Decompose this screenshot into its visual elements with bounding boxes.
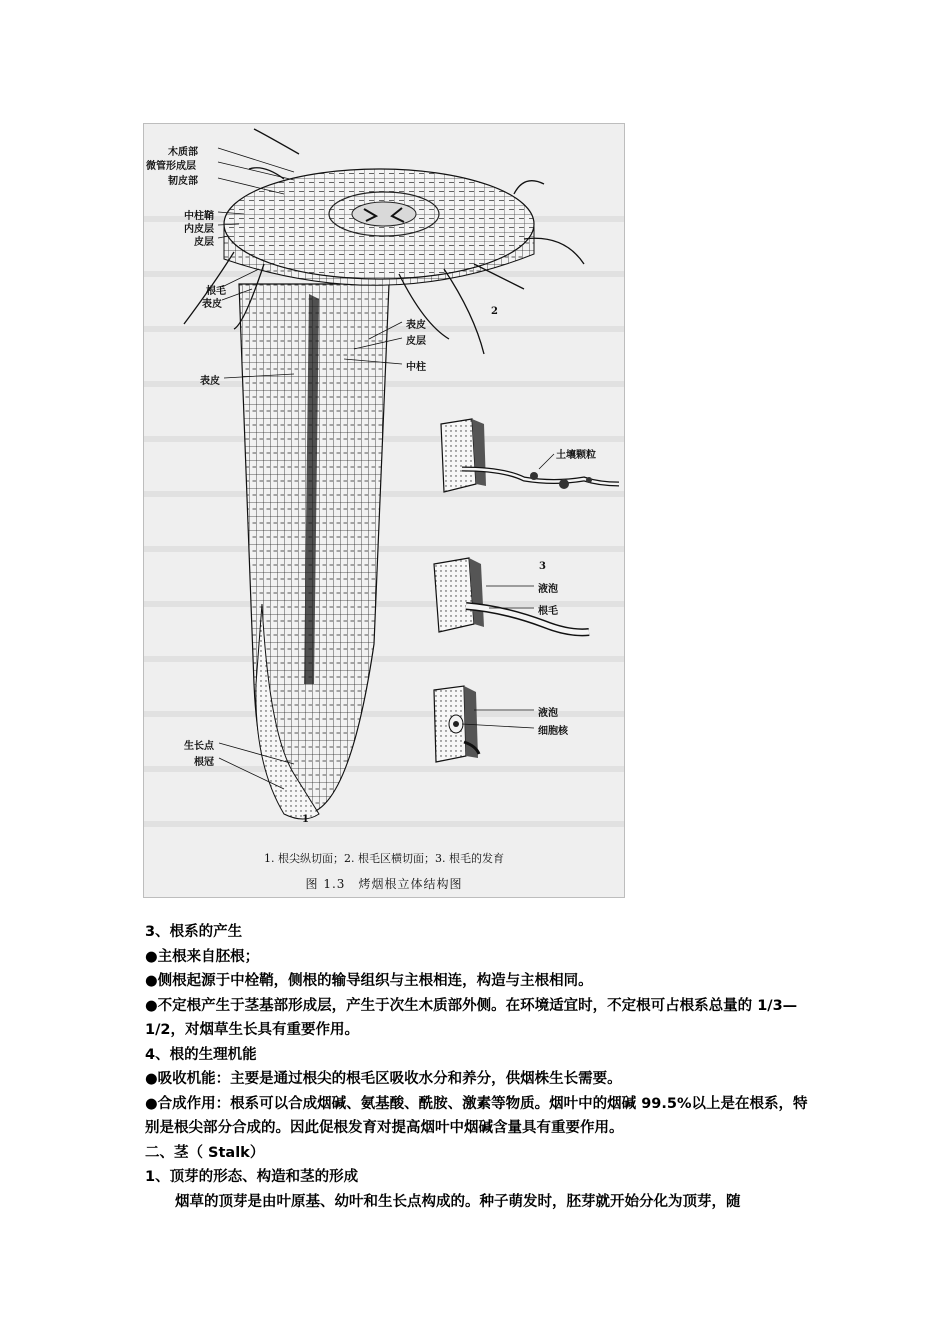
bullet-lateral-root: ●侧根起源于中栓鞘，侧根的输导组织与主根相连，构造与主根相同。 — [145, 973, 593, 989]
bullet-absorption: ●吸收机能：主要是通过根尖的根毛区吸收水分和养分，供烟株生长需要。 — [145, 1071, 622, 1087]
label-number-1: 1 — [302, 814, 309, 825]
section-heading-root-origin: 3、根系的产生 — [145, 924, 243, 940]
label-cortex-top: 皮层 — [194, 237, 214, 248]
root-structure-figure — [143, 123, 625, 898]
label-pericycle: 中柱鞘 — [184, 211, 214, 222]
label-stele: 中柱 — [406, 362, 426, 373]
label-number-2: 2 — [491, 306, 498, 317]
label-epidermis-top: 表皮 — [202, 299, 222, 310]
section-heading-stalk: 二、茎（ Stalk） — [145, 1144, 265, 1161]
label-vacuole-2: 液泡 — [538, 708, 558, 719]
label-vacuole-1: 液泡 — [538, 584, 558, 595]
label-growing-point: 生长点 — [184, 741, 214, 752]
label-cambium: 微管形成层 — [146, 161, 196, 172]
label-xylem: 木质部 — [168, 147, 198, 158]
label-root-cap: 根冠 — [194, 757, 214, 768]
label-epidermis-mid: 表皮 — [406, 320, 426, 331]
label-cortex-mid: 皮层 — [406, 336, 426, 347]
bullet-adventitious-root: ●不定根产生于茎基部形成层，产生于次生木质部外侧。在环境适宜时，不定根可占根系总量的 1/3—1/2，对烟草生长具有重要作用。 — [145, 997, 798, 1038]
bullet-synthesis: ●合成作用：根系可以合成烟碱、氨基酸、酰胺、激素等物质。烟叶中的烟碱 99.5%以上是在根系，特别是根尖部分合成的。因此促根发育对提高烟叶中烟碱含量具有重要作用。 — [145, 1095, 808, 1136]
figure-legend: 1. 根尖纵切面；2. 根毛区横切面；3. 根毛的发育 — [264, 852, 504, 865]
subsection-heading-bud: 1、顶芽的形态、构造和茎的形成 — [145, 1169, 359, 1185]
label-number-3: 3 — [539, 561, 546, 572]
label-soil-particle: 土壤颗粒 — [556, 450, 596, 461]
body-text — [145, 920, 810, 1214]
paragraph-bud: 烟草的顶芽是由叶原基、幼叶和生长点构成的。种子萌发时，胚芽就开始分化为顶芽，随 — [175, 1193, 741, 1210]
label-phloem: 韧皮部 — [168, 176, 198, 187]
figure-caption: 图 1.3 烤烟根立体结构图 — [305, 877, 463, 891]
root-diagram-drawing — [144, 124, 624, 897]
label-nucleus: 细胞核 — [538, 726, 568, 737]
bullet-main-root: ●主根来自胚根； — [145, 948, 260, 965]
label-epidermis-left: 表皮 — [200, 376, 220, 387]
root-hair-stage-3 — [434, 686, 534, 762]
label-root-hair-top: 根毛 — [206, 286, 226, 297]
label-endodermis: 内皮层 — [184, 224, 214, 235]
section-heading-root-physiology: 4、根的生理机能 — [145, 1046, 257, 1063]
root-hair-stage-2 — [434, 558, 589, 632]
label-root-hair-mid: 根毛 — [538, 606, 558, 617]
